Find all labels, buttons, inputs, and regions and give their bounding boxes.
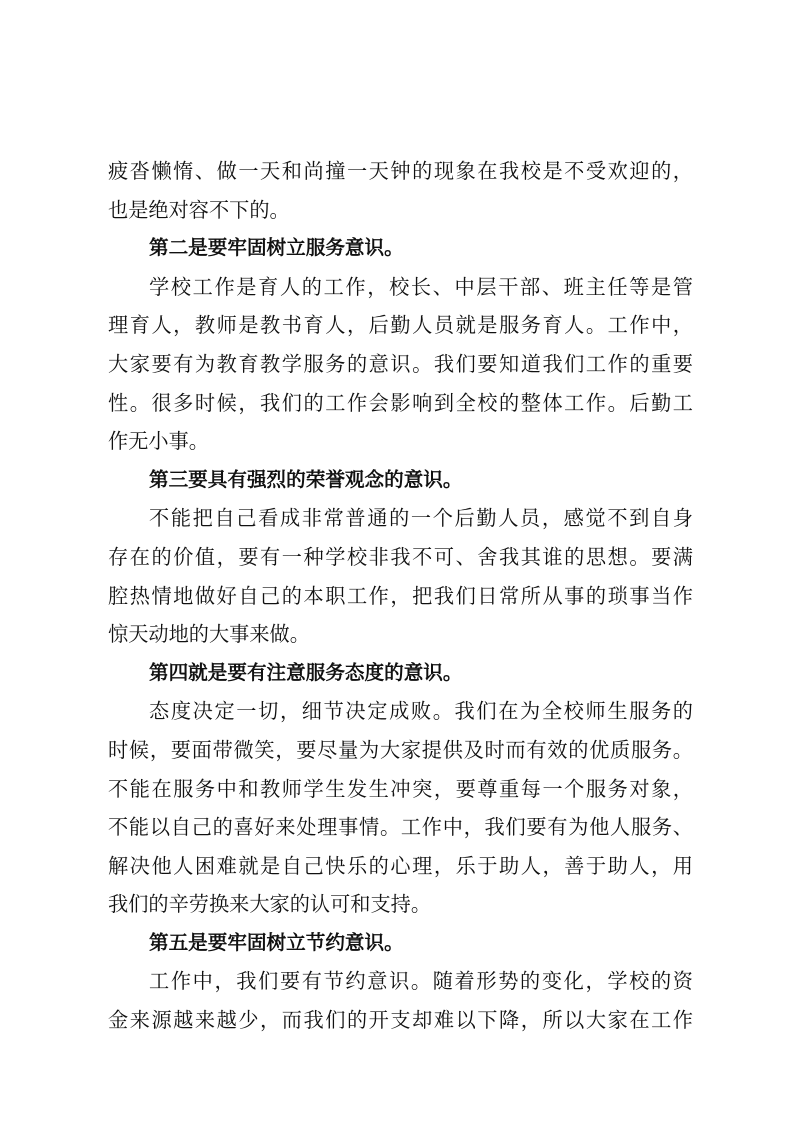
document-body: [108, 152, 693, 1040]
paragraph-line: 解决他人困难就是自己快乐的心理，乐于助人，善于助人，用: [108, 853, 693, 878]
section-heading: [108, 924, 693, 963]
paragraph-line: 腔热情地做好自己的本职工作，把我们日常所从事的琐事当作: [108, 583, 693, 608]
paragraph-line: 态度决定一切，细节决定成败。我们在为全校师生服务的: [149, 699, 693, 724]
paragraph-line: 疲沓懒惰、做一天和尚撞一天钟的现象在我校是不受欢迎的，: [108, 159, 693, 183]
paragraph-line: 惊天动地的大事来做。: [108, 622, 310, 647]
paragraph-line: 存在的价值，要有一种学校非我不可、舍我其谁的思想。要满: [108, 544, 693, 569]
paragraph-line: 不能以自己的喜好来处理事情。工作中，我们要有为他人服务、: [108, 815, 693, 840]
paragraph-line: 时候，要面带微笑，要尽量为大家提供及时而有效的优质服务。: [108, 737, 693, 762]
heading-text: 第二是要牢固树立服务意识。: [149, 236, 404, 260]
paragraph-line: 大家要有为教育教学服务的意识。我们要知道我们工作的重要: [108, 351, 693, 376]
body-paragraph: [108, 692, 693, 924]
paragraph-line: 金来源越来越少，而我们的开支却难以下降，所以大家在工作: [108, 1008, 693, 1033]
paragraph-line: 我们的辛劳换来大家的认可和支持。: [108, 892, 432, 917]
paragraph-line: 也是绝对容不下的。: [108, 197, 290, 222]
section-heading: [108, 654, 693, 693]
paragraph-line: 不能把自己看成非常普通的一个后勤人员，感觉不到自身: [149, 506, 693, 531]
body-paragraph: [108, 499, 693, 653]
heading-text: 第五是要牢固树立节约意识。: [149, 930, 404, 954]
body-paragraph: [108, 268, 693, 461]
heading-text: 第三要具有强烈的荣誉观念的意识。: [149, 467, 463, 491]
paragraph-line: 性。很多时候，我们的工作会影响到全校的整体工作。后勤工: [108, 390, 693, 415]
body-paragraph: [108, 962, 693, 1039]
paragraph-line: 学校工作是育人的工作，校长、中层干部、班主任等是管: [149, 274, 693, 299]
heading-text: 第四就是要有注意服务态度的意识。: [149, 660, 463, 684]
section-heading: [108, 229, 693, 268]
paragraph-line: 工作中，我们要有节约意识。随着形势的变化，学校的资: [149, 969, 693, 994]
body-paragraph: [108, 152, 693, 229]
paragraph-line: 作无小事。: [108, 429, 209, 454]
paragraph-line: 理育人，教师是教书育人，后勤人员就是服务育人。工作中，: [108, 313, 693, 338]
paragraph-line: 不能在服务中和教师学生发生冲突，要尊重每一个服务对象，: [108, 776, 693, 801]
section-heading: [108, 461, 693, 500]
